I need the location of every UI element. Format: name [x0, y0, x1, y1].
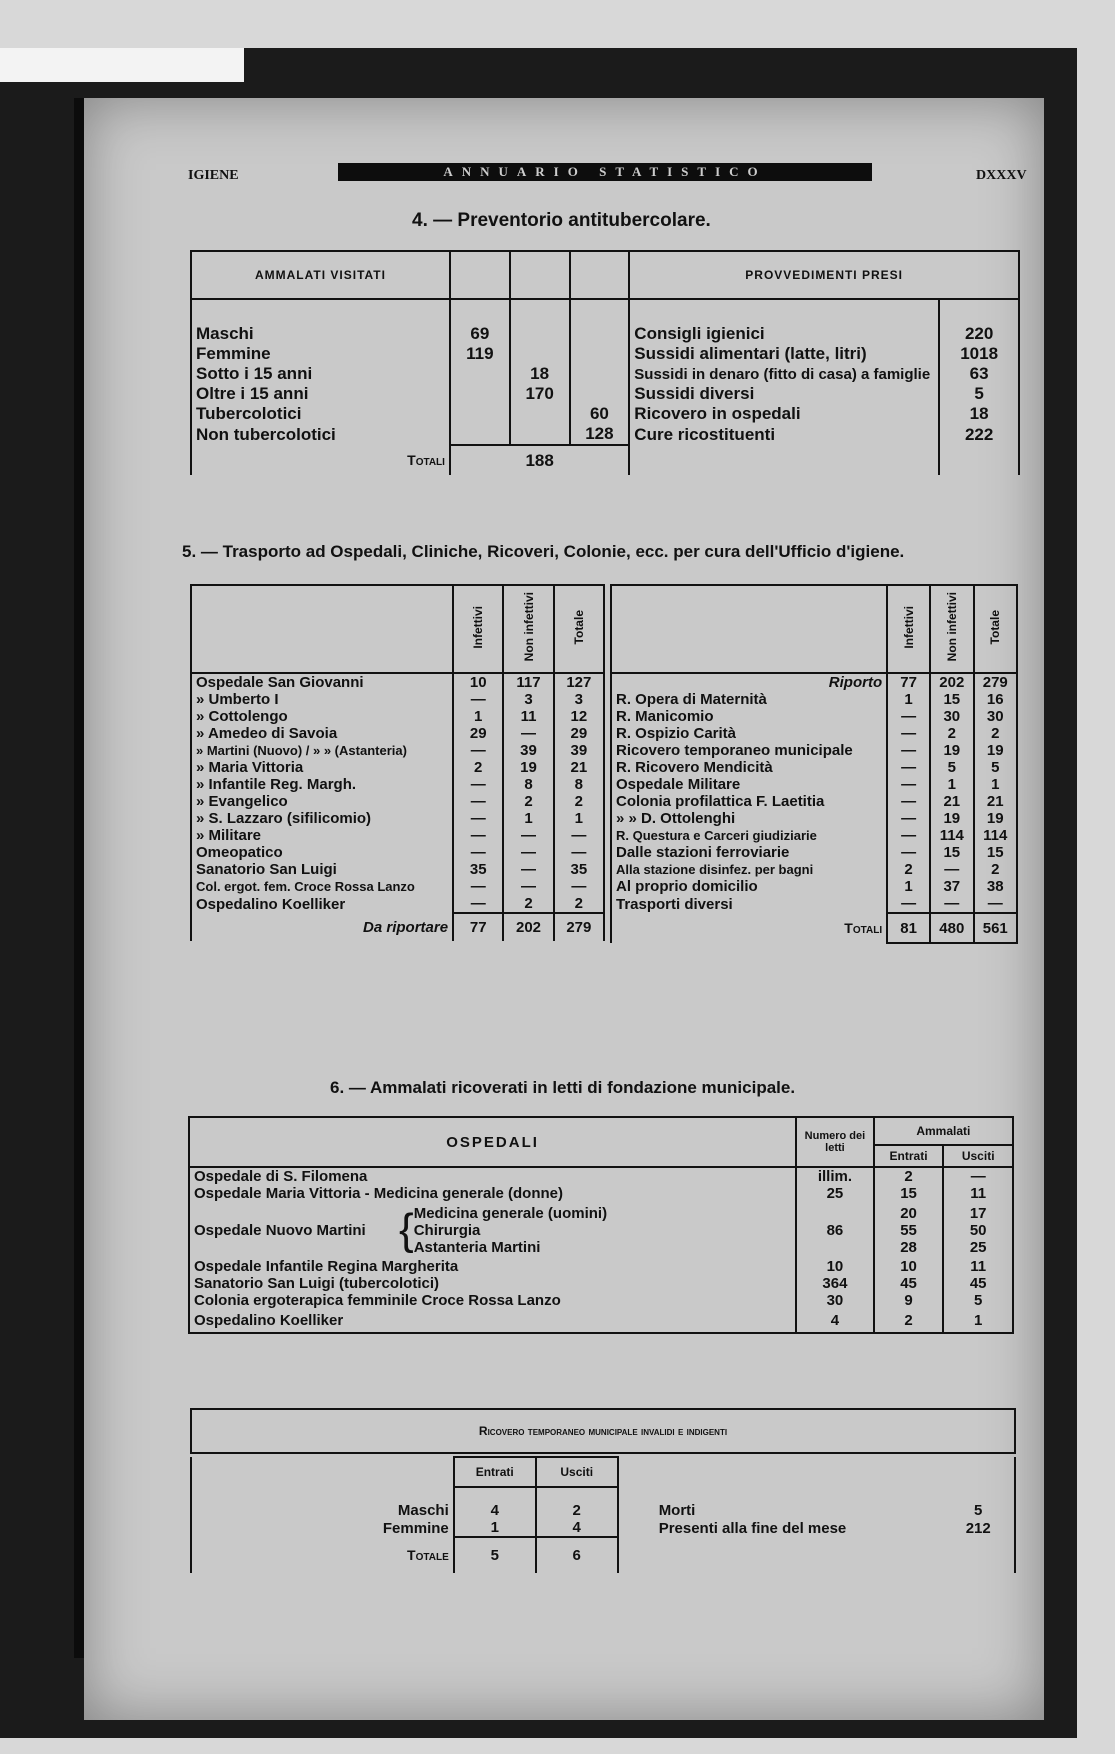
cell: 202 — [930, 673, 973, 691]
provv-value: 1018 — [939, 344, 1019, 364]
row-label: Trasporti diversi — [611, 895, 887, 913]
cell — [450, 424, 510, 445]
cell: — — [887, 844, 930, 861]
cell: 1 — [453, 708, 503, 725]
row-label: R. Questura e Carceri giudiziarie — [611, 827, 887, 844]
section5-left-table — [190, 584, 605, 941]
cell: — — [887, 759, 930, 776]
cell: 17 — [969, 1204, 987, 1222]
col-totale: Totale — [988, 609, 1003, 645]
cell: 12 — [554, 708, 604, 725]
provv-label: Cure ricostituenti — [629, 424, 939, 445]
cell: 561 — [974, 913, 1017, 943]
cell: — — [503, 725, 553, 742]
cell — [510, 344, 570, 364]
cell: 127 — [554, 673, 604, 691]
total-value: 188 — [450, 445, 629, 475]
cell: 35 — [554, 861, 604, 878]
cell — [570, 299, 630, 344]
cell: — — [453, 776, 503, 793]
ric-right-value: 5 — [942, 1487, 1015, 1519]
provv-label: Sussidi alimentari (latte, litri) — [629, 344, 939, 364]
cell — [510, 299, 570, 344]
row-label: » Amedeo di Savoia — [191, 725, 453, 742]
cell: 15 — [930, 691, 973, 708]
row-label: Tubercolotici — [191, 404, 450, 424]
row-label: Ospedalino Koelliker — [189, 1309, 796, 1333]
section4-title: 4. — Preventorio antitubercolare. — [412, 210, 711, 231]
cell: — — [503, 861, 553, 878]
provv-value: 63 — [939, 364, 1019, 384]
cell: — — [930, 861, 973, 878]
martini-sub-label: Medicina generale (uomini) — [413, 1204, 608, 1222]
row-label: R. Ricovero Mendicità — [611, 759, 887, 776]
cell: 4 — [536, 1519, 618, 1537]
row-label: Ospedale di S. Filomena — [189, 1167, 796, 1185]
cell: 5 — [454, 1537, 536, 1573]
cell: 15 — [974, 844, 1017, 861]
cell: 1 — [503, 810, 553, 827]
cell: 2 — [554, 895, 604, 913]
cell: 1 — [887, 878, 930, 895]
cell: 8 — [554, 776, 604, 793]
ric-entrati-head: Entrati — [454, 1457, 536, 1487]
row-label: Omeopatico — [191, 844, 453, 861]
cell: 35 — [453, 861, 503, 878]
riporto-label: Riporto — [611, 673, 887, 691]
cell: 16 — [974, 691, 1017, 708]
cell: 50 — [969, 1221, 987, 1239]
cell: — — [887, 895, 930, 913]
cell: — — [887, 708, 930, 725]
section5-title: 5. — Trasporto ad Ospedali, Cliniche, Ricoveri, Colonie, ecc. per cura dell'Ufficio d'igiene. — [182, 542, 905, 561]
row-label: Ospedale Militare — [611, 776, 887, 793]
row-label: » Martini (Nuovo) / » » (Astanteria) — [191, 742, 453, 759]
cell: 1 — [554, 810, 604, 827]
row-label: » Infantile Reg. Margh. — [191, 776, 453, 793]
row-label: Colonia ergoterapica femminile Croce Rossa Lanzo — [189, 1292, 796, 1309]
cell: — — [453, 844, 503, 861]
cell: 18 — [510, 364, 570, 384]
row-label: Colonia profilattica F. Laetitia — [611, 793, 887, 810]
cell: — — [930, 895, 973, 913]
cell: 39 — [503, 742, 553, 759]
cell: illim. — [796, 1167, 874, 1185]
cell: 2 — [503, 793, 553, 810]
cell: 19 — [930, 742, 973, 759]
cell: 1 — [454, 1519, 536, 1537]
cell: 20 — [900, 1204, 917, 1222]
row-label: » S. Lazzaro (sifilicomio) — [191, 810, 453, 827]
ammalati-head: Ammalati — [874, 1117, 1013, 1145]
cell: 10 — [874, 1258, 944, 1275]
cell: 2 — [974, 861, 1017, 878]
cell: 2 — [874, 1167, 944, 1185]
cell: 30 — [974, 708, 1017, 725]
cell: 10 — [453, 673, 503, 691]
total-label: Totali — [407, 452, 445, 468]
cell: 6 — [536, 1537, 618, 1573]
cell: — — [453, 810, 503, 827]
cell: 480 — [930, 913, 973, 943]
provv-label: Sussidi in denaro (fitto di casa) a famiglie — [629, 364, 939, 384]
cell: 1 — [930, 776, 973, 793]
ric-right-value: 212 — [942, 1519, 1015, 1537]
cell — [450, 404, 510, 424]
ricovero-table — [190, 1456, 1016, 1573]
cell: 10 — [796, 1258, 874, 1275]
cell: 21 — [974, 793, 1017, 810]
cell: 86 — [796, 1202, 874, 1258]
cell: 279 — [974, 673, 1017, 691]
row-label: » » D. Ottolenghi — [611, 810, 887, 827]
section6-table — [188, 1116, 1014, 1334]
martini-label: Ospedale Nuovo Martini — [194, 1221, 366, 1239]
entrati-head: Entrati — [874, 1145, 944, 1167]
cell: 38 — [974, 878, 1017, 895]
running-head-left: IGIENE — [188, 168, 239, 183]
row-label: Maschi — [191, 299, 450, 344]
cell: 21 — [554, 759, 604, 776]
row-label: Sanatorio San Luigi (tubercolotici) — [189, 1275, 796, 1292]
cell: 2 — [554, 793, 604, 810]
row-label: Ricovero temporaneo municipale — [611, 742, 887, 759]
provv-label: Consigli igienici — [629, 299, 939, 344]
cell: 2 — [887, 861, 930, 878]
cell: — — [887, 742, 930, 759]
cell: 30 — [796, 1292, 874, 1309]
cell: — — [887, 776, 930, 793]
cell — [570, 344, 630, 364]
cell: — — [453, 691, 503, 708]
row-label: R. Ospizio Carità — [611, 725, 887, 742]
cell: 1 — [974, 776, 1017, 793]
scan-margin — [0, 48, 244, 82]
letti-head: Numero dei letti — [796, 1117, 874, 1167]
running-head-center: ANNUARIO STATISTICO — [338, 163, 872, 181]
row-label: Sotto i 15 anni — [191, 364, 450, 384]
cell: 19 — [930, 810, 973, 827]
cell: 11 — [943, 1258, 1013, 1275]
cell: 8 — [503, 776, 553, 793]
col-infettivi: Infettivi — [901, 605, 916, 649]
martini-sub-label: Chirurgia — [413, 1221, 481, 1239]
cell: — — [554, 827, 604, 844]
provv-value: 222 — [939, 424, 1019, 445]
cell: 5 — [974, 759, 1017, 776]
cell: 21 — [930, 793, 973, 810]
row-label: R. Manicomio — [611, 708, 887, 725]
row-label: » Evangelico — [191, 793, 453, 810]
cell: 11 — [943, 1185, 1013, 1202]
row-label: Maschi — [191, 1487, 454, 1519]
cell: 15 — [874, 1185, 944, 1202]
row-label: » Militare — [191, 827, 453, 844]
cell: — — [453, 793, 503, 810]
cell: 28 — [900, 1238, 917, 1256]
cell: 114 — [930, 827, 973, 844]
cell: 5 — [930, 759, 973, 776]
cell: 2 — [536, 1487, 618, 1519]
col-totale: Totale — [571, 609, 586, 645]
cell: 19 — [974, 810, 1017, 827]
cell: — — [453, 827, 503, 844]
cell: 55 — [900, 1221, 917, 1239]
cell — [510, 424, 570, 445]
cell: 5 — [943, 1292, 1013, 1309]
cell: 19 — [974, 742, 1017, 759]
row-label: Col. ergot. fem. Croce Rossa Lanzo — [191, 878, 453, 895]
cell: 39 — [554, 742, 604, 759]
left-brace: { — [399, 1205, 414, 1254]
cell: — — [453, 895, 503, 913]
cell: — — [503, 878, 553, 895]
cell: — — [887, 793, 930, 810]
row-label: Ospedale San Giovanni — [191, 673, 453, 691]
cell — [570, 384, 630, 404]
section6-title: 6. — Ammalati ricoverati in letti di fondazione municipale. — [330, 1078, 796, 1097]
cell: — — [503, 844, 553, 861]
cell: 2 — [930, 725, 973, 742]
cell: 45 — [874, 1275, 944, 1292]
cell: 69 — [450, 299, 510, 344]
cell: 11 — [503, 708, 553, 725]
cell: 2 — [874, 1309, 944, 1333]
cell: 279 — [554, 913, 604, 941]
cell — [570, 364, 630, 384]
cell — [510, 404, 570, 424]
cell: — — [887, 827, 930, 844]
row-label: » Umberto I — [191, 691, 453, 708]
provv-value: 5 — [939, 384, 1019, 404]
ammalati-head: AMMALATI VISITATI — [191, 251, 450, 299]
cell: — — [554, 844, 604, 861]
section5-right-table — [610, 584, 1018, 944]
cell: 2 — [453, 759, 503, 776]
col-non-infettivi: Non infettivi — [944, 592, 959, 662]
cell: 45 — [943, 1275, 1013, 1292]
cell: 2 — [974, 725, 1017, 742]
cell: — — [974, 895, 1017, 913]
cell: — — [943, 1167, 1013, 1185]
cell: 4 — [454, 1487, 536, 1519]
cell: — — [887, 725, 930, 742]
cell: 25 — [969, 1238, 987, 1256]
cell: 77 — [453, 913, 503, 941]
cell: 1 — [887, 691, 930, 708]
row-label: R. Opera di Maternità — [611, 691, 887, 708]
cell: 1 — [943, 1309, 1013, 1333]
provvedimenti-head: PROVVEDIMENTI PRESI — [629, 251, 1019, 299]
cell: 170 — [510, 384, 570, 404]
cell: 117 — [503, 673, 553, 691]
totali-label: Totali — [844, 919, 883, 936]
row-label: Femmine — [191, 1519, 454, 1537]
page-number: DXXXV — [976, 168, 1027, 183]
cell: 119 — [450, 344, 510, 364]
row-label: Ospedalino Koelliker — [191, 895, 453, 913]
cell: 3 — [554, 691, 604, 708]
cell: 25 — [796, 1185, 874, 1202]
ric-total-label: Totale — [407, 1546, 449, 1563]
cell: 3 — [503, 691, 553, 708]
cell: 9 — [874, 1292, 944, 1309]
row-label: Sanatorio San Luigi — [191, 861, 453, 878]
cell: 2 — [503, 895, 553, 913]
cell: 60 — [570, 404, 630, 424]
da-riportare-label: Da riportare — [191, 913, 453, 941]
provv-label: Sussidi diversi — [629, 384, 939, 404]
cell — [450, 364, 510, 384]
col-non-infettivi: Non infettivi — [521, 592, 536, 662]
cell: — — [503, 827, 553, 844]
col-infettivi: Infettivi — [471, 605, 486, 649]
provv-value: 18 — [939, 404, 1019, 424]
cell: — — [887, 810, 930, 827]
provv-label: Ricovero in ospedali — [629, 404, 939, 424]
cell: 29 — [554, 725, 604, 742]
row-label: Oltre i 15 anni — [191, 384, 450, 404]
cell — [450, 384, 510, 404]
cell: 15 — [930, 844, 973, 861]
provv-value: 220 — [939, 299, 1019, 344]
cell: — — [453, 878, 503, 895]
section4-table — [190, 250, 1020, 475]
cell: 128 — [570, 424, 630, 445]
row-label: Femmine — [191, 344, 450, 364]
cell: 4 — [796, 1309, 874, 1333]
cell: — — [453, 742, 503, 759]
cell: 202 — [503, 913, 553, 941]
ric-usciti-head: Usciti — [536, 1457, 618, 1487]
row-label: » Maria Vittoria — [191, 759, 453, 776]
cell: 37 — [930, 878, 973, 895]
usciti-head: Usciti — [943, 1145, 1013, 1167]
row-label: Alla stazione disinfez. per bagni — [611, 861, 887, 878]
cell: 77 — [887, 673, 930, 691]
row-label: Ospedale Infantile Regina Margherita — [189, 1258, 796, 1275]
row-label: Non tubercolotici — [191, 424, 450, 445]
ric-right-label: Presenti alla fine del mese — [658, 1519, 847, 1537]
page-edge — [74, 98, 84, 1658]
row-label: Al proprio domicilio — [611, 878, 887, 895]
cell: 29 — [453, 725, 503, 742]
row-label: » Cottolengo — [191, 708, 453, 725]
martini-sub-label: Astanteria Martini — [413, 1238, 541, 1256]
cell: 364 — [796, 1275, 874, 1292]
cell: 81 — [887, 913, 930, 943]
row-label: Dalle stazioni ferroviarie — [611, 844, 887, 861]
ric-right-label: Morti — [658, 1501, 696, 1519]
ospedali-head: OSPEDALI — [189, 1117, 796, 1167]
cell: 114 — [974, 827, 1017, 844]
cell: — — [554, 878, 604, 895]
ricovero-title: Ricovero temporaneo municipale invalidi e indigenti — [190, 1408, 1016, 1454]
cell: 19 — [503, 759, 553, 776]
row-label: Ospedale Maria Vittoria - Medicina generale (donne) — [189, 1185, 796, 1202]
cell: 30 — [930, 708, 973, 725]
